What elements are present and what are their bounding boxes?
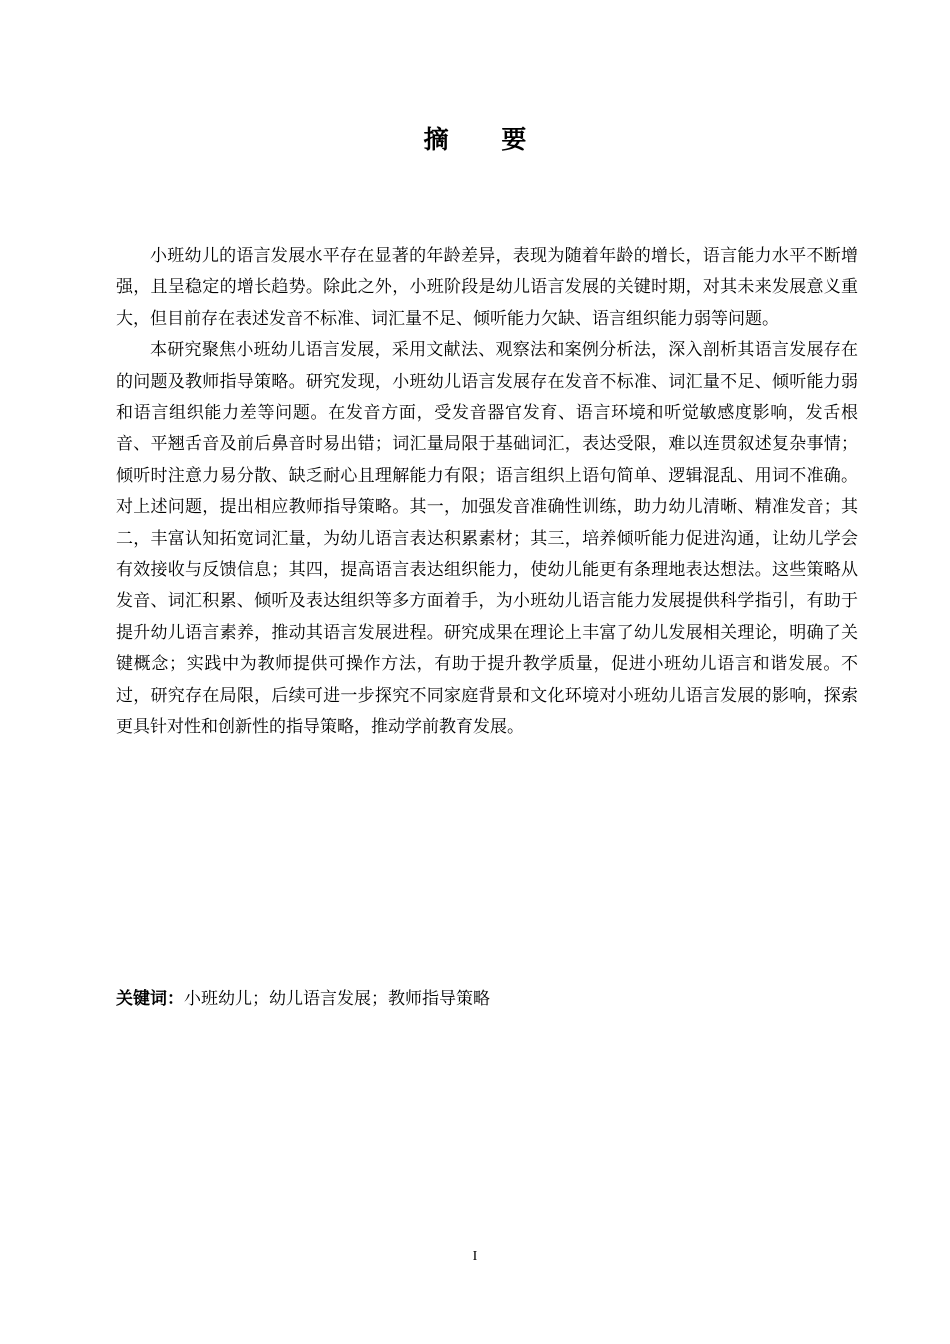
page-number: I xyxy=(472,1249,478,1264)
abstract-paragraph-1: 小班幼儿的语言发展水平存在显著的年龄差异，表现为随着年龄的增长，语言能力水平不断增强，且呈稳定的增长趋势。除此之外，小班阶段是幼儿语言发展的关键时期，对其未来发展意义重大，但目前存在表述发音不标准、词汇量不足、倾听能力欠缺、语言组织能力弱等问题。 xyxy=(116,246,858,329)
abstract-body xyxy=(116,241,858,744)
abstract-paragraph-2: 本研究聚焦小班幼儿语言发展，采用文献法、观察法和案例分析法，深入剖析其语言发展存在的问题及教师指导策略。研究发现，小班幼儿语言发展存在发音不标准、词汇量不足、倾听能力弱和语言组织能力差等问题。在发音方面，受发音器官发育、语言环境和听觉敏感度影响，发舌根音、平翘舌音及前后鼻音时易出错；词汇量局限于基础词汇，表达受限，难以连贯叙述复杂事情；倾听时注意力易分散、缺乏耐心且理解能力有限；语言组织上语句简单、逻辑混乱、用词不准确。对上述问题，提出相应教师指导策略。其一，加强发音准确性训练，助力幼儿清晰、精准发音；其二，丰富认知拓宽词汇量，为幼儿语言表达积累素材；其三，培养倾听能力促进沟通，让幼儿学会有效接收与反馈信息；其四，提高语言表达组织能力，使幼儿能更有条理地表达想法。这些策略从发音、词汇积累、倾听及表达组织等多方面着手，为小班幼儿语言能力发展提供科学指引，有助于提升幼儿语言素养，推动其语言发展进程。研究成果在理论上丰富了幼儿发展相关理论，明确了关键概念；实践中为教师提供可操作方法，有助于提升教学质量，促进小班幼儿语言和谐发展。不过，研究存在局限，后续可进一步探究不同家庭背景和文化环境对小班幼儿语言发展的影响，探索更具针对性和创新性的指导策略，推动学前教育发展。 xyxy=(116,340,858,738)
keywords-text: 小班幼儿；幼儿语言发展；教师指导策略 xyxy=(184,989,490,1009)
keywords-label: 关键词： xyxy=(116,989,184,1009)
keywords-line xyxy=(116,985,858,1013)
abstract-title: 摘 要 xyxy=(423,125,549,154)
